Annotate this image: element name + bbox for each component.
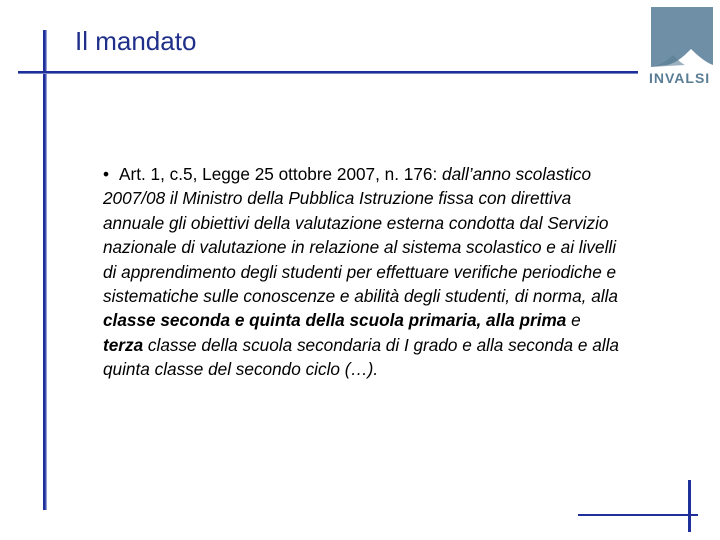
corner-horizontal-rule [578,514,698,516]
segment-bold-italic-2: terza [103,334,144,355]
segment-law-reference: Art. 1, c.5, Legge 25 ottobre 2007, n. 176: [119,164,443,184]
slide-body [103,162,623,382]
bullet-marker: • [103,164,110,184]
segment-italic-2: e [566,310,581,331]
bullet-paragraph [103,162,623,382]
logo-wordmark: INVALSI [649,70,711,86]
corner-vertical-rule [688,480,691,532]
page-title: Il mandato [75,26,197,56]
title-underline-rule [18,71,638,74]
segment-italic-1: dall’anno scolastico 2007/08 il Ministro della Pubblica Istruzione fissa con direttiva annuale gli obiettivi della valutazione esterna condotta dal Servizio nazionale di valutazione in relazione al sistema scolastico e ai livelli di apprendimento degli studenti per effettuare verifiche periodiche e sistematiche sulle conoscenze e abilità degli studenti, di norma, alla [103,164,618,307]
segment-italic-3: classe della scuola secondaria di I grado e alla seconda e alla quinta classe del secondo ciclo (…). [103,334,619,380]
left-vertical-rule [43,30,47,510]
segment-bold-italic-1: classe seconda e quinta della scuola primaria, alla prima [103,310,567,331]
